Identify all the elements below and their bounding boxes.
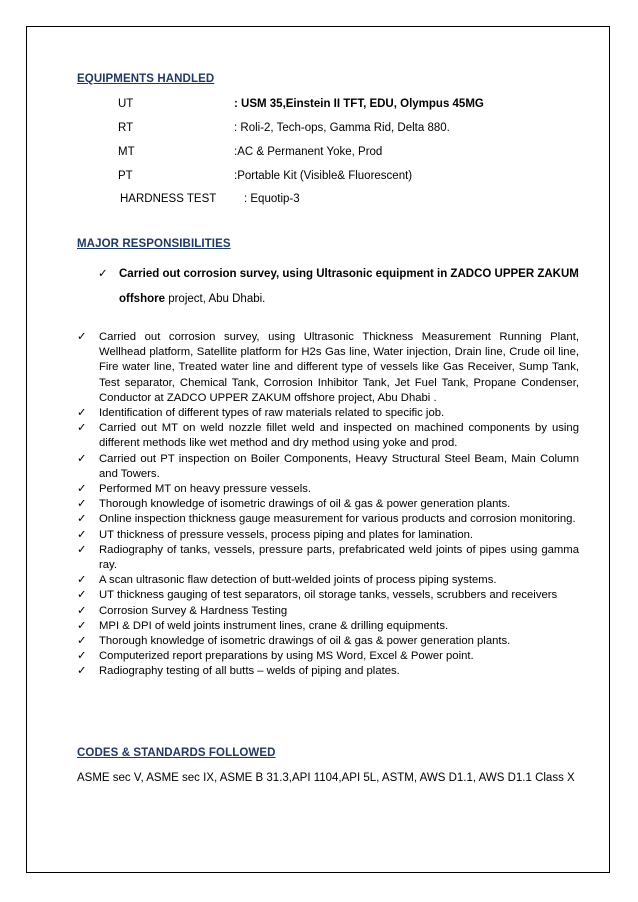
list-item — [77, 497, 579, 512]
list-item-text: UT thickness gauging of test separators, oil storage tanks, vessels, scrubbers and receivers — [99, 589, 558, 602]
list-item — [77, 543, 579, 573]
responsibilities-heading: MAJOR RESPONSIBILITIES — [77, 238, 231, 250]
list-item — [77, 406, 579, 421]
list-item-text: Thorough knowledge of isometric drawings of oil & gas & power generation plants. — [99, 498, 511, 511]
equipment-heading: EQUIPMENTS HANDLED — [77, 73, 215, 85]
equipment-row-ut — [118, 96, 558, 112]
checkmark-icon: ✓ — [77, 619, 87, 632]
list-item-text: Identification of different types of raw materials related to specific job. — [99, 407, 445, 420]
checkmark-icon: ✓ — [77, 574, 87, 587]
equipment-row-hardness — [118, 191, 558, 207]
list-item-text: A scan ultrasonic flaw detection of butt-welded joints of process piping systems. — [99, 574, 497, 587]
equipment-row-mt — [118, 144, 558, 160]
equipment-row-pt — [118, 168, 558, 184]
list-item-text: UT thickness of pressure vessels, process piping and plates for lamination. — [99, 528, 474, 541]
list-item-text: MPI & DPI of weld joints instrument lines, crane & drilling equipments. — [99, 619, 449, 632]
list-item — [77, 528, 579, 543]
list-item — [77, 421, 579, 451]
list-item — [77, 604, 579, 619]
checkmark-icon: ✓ — [77, 589, 87, 602]
checkmark-icon: ✓ — [98, 268, 108, 280]
checkmark-icon: ✓ — [77, 422, 87, 435]
equipment-label: HARDNESS TEST — [120, 193, 217, 205]
list-item-text: Carried out PT inspection on Boiler Components, Heavy Structural Steel Beam, Main Column and Towers. — [99, 452, 579, 480]
list-item — [77, 512, 579, 527]
checkmark-icon: ✓ — [77, 407, 87, 420]
equipment-label: UT — [118, 98, 134, 110]
checkmark-icon: ✓ — [77, 513, 87, 526]
equipment-value: : Roli-2, Tech-ops, Gamma Rid, Delta 880. — [234, 122, 450, 134]
codes-text: ASME sec V, ASME sec IX, ASME B 31.3,API 1104,API 5L, ASTM, AWS D1.1, AWS D1.1 Class X — [77, 772, 575, 784]
first-responsibility-bold: Carried out corrosion survey, using Ultrasonic equipment in ZADCO UPPER ZAKUM offshore — [119, 268, 579, 305]
checkmark-icon: ✓ — [77, 650, 87, 663]
list-item — [77, 482, 579, 497]
checkmark-icon: ✓ — [77, 528, 87, 541]
list-item — [77, 573, 579, 588]
list-item-text: Online inspection thickness gauge measurement for various products and corrosion monitoring. — [99, 513, 576, 526]
list-item — [77, 330, 579, 406]
list-item-text: Computerized report preparations by using MS Word, Excel & Power point. — [99, 650, 474, 663]
list-item — [77, 619, 579, 634]
equipment-value: : Equotip-3 — [244, 193, 300, 205]
equipment-value: : USM 35,Einstein II TFT, EDU, Olympus 45MG — [234, 98, 484, 110]
equipment-row-rt — [118, 120, 558, 136]
list-item-text: Carried out corrosion survey, using Ultrasonic Thickness Measurement Running Plant, Wellhead platform, Satellite platform for H2s Gas line, Water injection, Drain line, Crude oil line, Fire water line, Treated water line and different type of vessels like Gas Receiver, Sump Tank, Test separator, Chemical Tank, Corrosion Inhibitor Tank, Jet Fuel Tank, Propane Condenser, Conductor at ZADCO UPPER ZAKUM offshore project, Abu Dhabi . — [99, 331, 579, 404]
first-responsibility-rest: project, Abu Dhabi. — [165, 293, 266, 305]
checkmark-icon: ✓ — [77, 452, 87, 465]
list-item — [77, 649, 579, 664]
equipment-label: MT — [118, 146, 135, 158]
list-item-text: Carried out MT on weld nozzle fillet weld and inspected on machined components by using different methods like wet method and dry method using yoke and prod. — [99, 422, 579, 450]
checkmark-icon: ✓ — [77, 498, 87, 511]
list-item — [77, 664, 579, 679]
list-item — [77, 634, 579, 649]
equipment-value: :Portable Kit (Visible& Fluorescent) — [234, 170, 413, 182]
list-item-text: Thorough knowledge of isometric drawings of oil & gas & power generation plants. — [99, 635, 511, 648]
list-item — [77, 452, 579, 482]
checkmark-icon: ✓ — [77, 483, 87, 496]
checkmark-icon: ✓ — [77, 543, 87, 556]
equipment-label: RT — [118, 122, 134, 134]
checkmark-icon: ✓ — [77, 604, 87, 617]
equipment-value: :AC & Permanent Yoke, Prod — [234, 146, 383, 158]
responsibilities-list — [77, 330, 579, 680]
checkmark-icon: ✓ — [77, 331, 87, 343]
checkmark-icon: ✓ — [77, 635, 87, 648]
list-item-text: Corrosion Survey & Hardness Testing — [99, 604, 288, 617]
equipment-label: PT — [118, 170, 133, 182]
checkmark-icon: ✓ — [77, 665, 87, 678]
list-item-text: Radiography of tanks, vessels, pressure parts, prefabricated weld joints of pipes using gamma ray. — [99, 543, 579, 572]
codes-heading: CODES & STANDARDS FOLLOWED — [77, 747, 276, 759]
list-item-text: Performed MT on heavy pressure vessels. — [99, 483, 312, 496]
list-item-text: Radiography testing of all butts – welds of piping and plates. — [99, 665, 400, 678]
list-item — [77, 588, 579, 603]
